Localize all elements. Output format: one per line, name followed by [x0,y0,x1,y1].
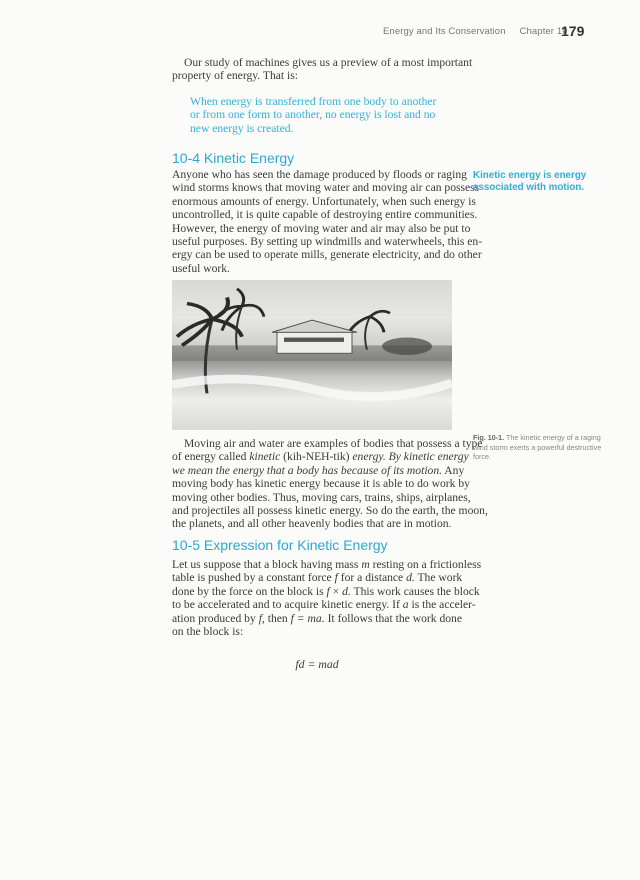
margin-note-line: Kinetic energy is energy [473,170,587,181]
text-segment: Any [442,463,465,477]
text-segment: It follows that the work done [324,611,462,625]
text-segment: done by the force on the block is [172,584,327,598]
text-line [172,262,462,275]
text-line [172,248,482,262]
text-line [172,221,471,235]
italic-text: a [402,598,409,612]
text-segment: Moving air and water are examples of bodies that possess a type [184,437,483,450]
principle-line: new energy is created. [190,121,294,135]
text-segment: resting on a frictionless [369,558,482,571]
text-segment: Anyone who has seen the damage produced by floods or raging [172,168,467,181]
equation: fd = mad [295,657,339,671]
text-segment: of energy called [172,450,250,464]
text-line [172,168,467,181]
text-line [172,517,462,530]
text-segment: to be accelerated and to acquire kinetic energy. If [172,598,403,612]
text-line [172,208,478,222]
text-segment: However, the energy of moving water and air may also be put to [172,221,471,235]
text-line [172,234,483,248]
text-segment: for a distance [337,571,407,585]
text-segment: on the block is: [172,624,244,638]
text-segment: wind storms knows that moving water and moving air can possess [172,181,480,195]
text-segment: then [264,611,291,625]
figure-label: Fig. 10-1. [473,433,505,442]
text-line [172,571,462,584]
text-line [172,625,462,638]
text-segment: (kih-NEH-tik) [280,450,353,464]
text-segment: table is pushed by a constant force [172,571,335,585]
text-line [172,56,473,69]
text-line [172,463,465,477]
principle-line: When energy is transferred from one body to another [190,95,437,108]
text-line [172,450,469,464]
text-segment: This work causes the block [350,584,480,598]
italic-text: energy. By kinetic energy [352,450,469,464]
text-segment: Our study of machines gives us a preview of a most important [184,56,473,69]
kinetic-energy-paragraph [172,168,483,275]
kinetic-definition-paragraph [172,437,488,531]
italic-text: f [334,571,338,585]
running-header [383,26,568,37]
text-line [172,503,488,517]
italic-text: m [361,558,370,571]
text-line [172,437,483,450]
storm-photo [172,280,452,430]
text-segment: ation produced by [172,611,259,625]
text-segment: × [329,584,343,598]
running-title: Energy and Its Conservation [383,26,506,37]
text-segment: and projectiles all possess kinetic energy. So do the earth, the moon, [172,503,488,517]
italic-text: kinetic [249,450,281,464]
text-line [172,194,476,208]
text-segment: The work [414,571,463,585]
italic-text: d. [406,571,415,585]
text-line [172,69,462,82]
section-heading-kinetic-energy: 10-4 Kinetic Energy [172,150,295,166]
text-line [172,558,482,571]
intro-paragraph [172,56,473,83]
margin-note-line: associated with motion. [473,182,585,193]
text-line [172,584,480,598]
text-line [172,181,480,195]
margin-note [473,170,603,194]
text-segment: property of energy. That is: [172,69,298,83]
text-segment: the planets, and all other heavenly bodies that are in motion. [172,517,452,531]
text-line [172,612,462,625]
text-segment: is the acceler- [408,598,476,612]
italic-text: d. [342,584,351,598]
text-segment: useful purposes. By setting up windmills and waterwheels, this en- [172,234,483,248]
principle-line: or from one form to another, no energy is lost and no [190,108,436,122]
storm-photo-illustration [172,280,452,430]
text-line [172,477,470,491]
italic-text: f [326,584,330,598]
text-segment: moving body has kinetic energy because it is able to do work by [172,477,470,491]
text-segment: ergy can be used to operate mills, generate electricity, and do other [172,248,482,262]
figure-caption-text: The kinetic energy of a raging wind storm exerts a powerful destructive force. [473,433,602,462]
text-line [172,598,476,612]
text-segment: uncontrolled, it is quite capable of destroying entire communities. [172,208,478,222]
text-line [172,490,471,504]
text-segment: Let us suppose that a block having mass [172,558,362,571]
expression-paragraph [172,558,482,638]
section-heading-expression: 10-5 Expression for Kinetic Energy [172,537,388,553]
conservation-principle [190,95,450,135]
text-segment: moving other bodies. Thus, moving cars, trains, ships, airplanes, [172,490,471,504]
chapter-label: Chapter 10 [519,26,568,37]
text-segment: useful work. [172,261,230,275]
italic-text: f, [258,611,265,625]
text-segment: enormous amounts of energy. Unfortunately, when such energy is [172,194,476,208]
page-number: 179 [561,23,585,39]
figure-caption [473,433,603,462]
italic-text: we mean the energy that a body has because of its motion. [172,463,443,477]
italic-text: f = ma. [290,611,325,625]
